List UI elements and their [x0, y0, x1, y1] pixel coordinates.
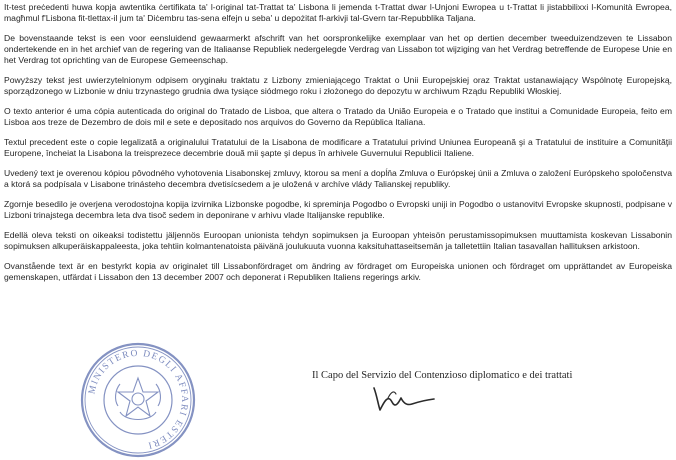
- paragraph-romanian: Textul precedent este o copie legalizată a originalului Tratatului de la Lisabona de modificare a Tratatului privind Uniunea Europeană şi a Tratatului de instituire a Comunităţii Europene, încheiat la Lisabona la treisprezece decembrie două mii şapte şi depus în arhivele Guvernului Republicii Italiene.: [4, 137, 672, 158]
- signature-title: Il Capo del Servizio del Contenzioso diplomatico e dei trattati: [312, 370, 573, 381]
- paragraph-maltese: It-test preċedenti huwa kopja awtentika ċertifikata ta' l-original tat-Trattat ta' Lisbona li jemenda t-Trattat dwar l-Unjoni Ewropea u t-Trattat li jistabbilixxi l-Komunità Ewropea, magħmul f'Lisbona fit-tlettax-il jum ta' Diċembru tas-sena elfejn u seba' u depożitat fl-arkivji tal-Gvern tar-Repubblika Taljana.: [4, 2, 672, 23]
- svg-text:MINISTERO DEGLI AFFARI ESTERI: MINISTERO DEGLI AFFARI ESTERI: [87, 348, 190, 451]
- ministry-seal-stamp: [78, 340, 198, 460]
- paragraph-finnish: Edellä oleva teksti on oikeaksi todistettu jäljennös Euroopan unionista tehdyn sopimuksen ja Euroopan yhteisön perustamissopimuksen muuttamista koskevan Lissabonin sopimuksen alkuperäiskappaleesta, joka tehtiin kolmantenatoista päivänä joulukuuta vuonna kaksituhattaseitsemän ja talletettiin Italian tasavallan hallituksen arkistoon.: [4, 230, 672, 251]
- handwritten-signature: [368, 378, 438, 418]
- paragraph-dutch: De bovenstaande tekst is een voor eensluidend gewaarmerkt afschrift van het oorspronkelijke exemplaar van het op dertien december tweeduizendzeven te Lissabon ondertekende en in het archief van de regering van de Italiaanse Republiek nedergelegde Verdrag van Lissabon tot wijziging van het Verdrag betreffende de Europese Unie en het Verdrag tot oprichting van de Europese Gemeenschap.: [4, 33, 672, 65]
- star-emblem-icon: [116, 378, 161, 420]
- paragraph-portuguese: O texto anterior é uma cópia autenticada do original do Tratado de Lisboa, que altera o Tratado da União Europeia e o Tratado que institui a Comunidade Europeia, feito em Lisboa aos treze de Dezembro de dois mil e sete e depositado nos arquivos do Governo da República Italiana.: [4, 106, 672, 127]
- paragraph-slovenian: Zgornje besedilo je overjena verodostojna kopija izvirnika Lizbonske pogodbe, ki spreminja Pogodbo o Evropski uniji in Pogodbo o ustanovitvi Evropske skupnosti, podpisane v Lizboni trinajstega decembra leta dva tisoč sedem in deponirane v arhivu vlade Italijanske republike.: [4, 199, 672, 220]
- paragraph-slovak: Uvedený text je overenou kópiou pôvodného vyhotovenia Lisabonskej zmluvy, ktorou sa mení a dopĺňa Zmluva o Európskej únii a Zmluva o založení Európskeho spoločenstva a ktorá sa podpísala v Lisabone trinásteho decembra dvetisícsedem a je uložená v archíve vlády Talianskej republiky.: [4, 168, 672, 189]
- paragraph-polish: Powyższy tekst jest uwierzytelnionym odpisem oryginału traktatu z Lizbony zmieniającego Traktat o Unii Europejskiej oraz Traktat ustanawiający Wspólnotę Europejską, sporządzonego w Lizbonie w dniu trzynastego grudnia dwa tysiące siódmego roku i złożonego do depozytu w archiwum Rządu Republiki Włoskiej.: [4, 75, 672, 96]
- document-body: [4, 2, 672, 292]
- signature-block: [312, 370, 672, 381]
- paragraph-swedish: Ovanstående text är en bestyrkt kopia av originalet till Lissabonfördraget om ändring av fördraget om Europeiska unionen och fördraget om upprättandet av Europeiska gemenskapen, utfärdat i Lissabon den 13 december 2007 och deponerat i Republiken Italiens regerings arkiv.: [4, 261, 672, 282]
